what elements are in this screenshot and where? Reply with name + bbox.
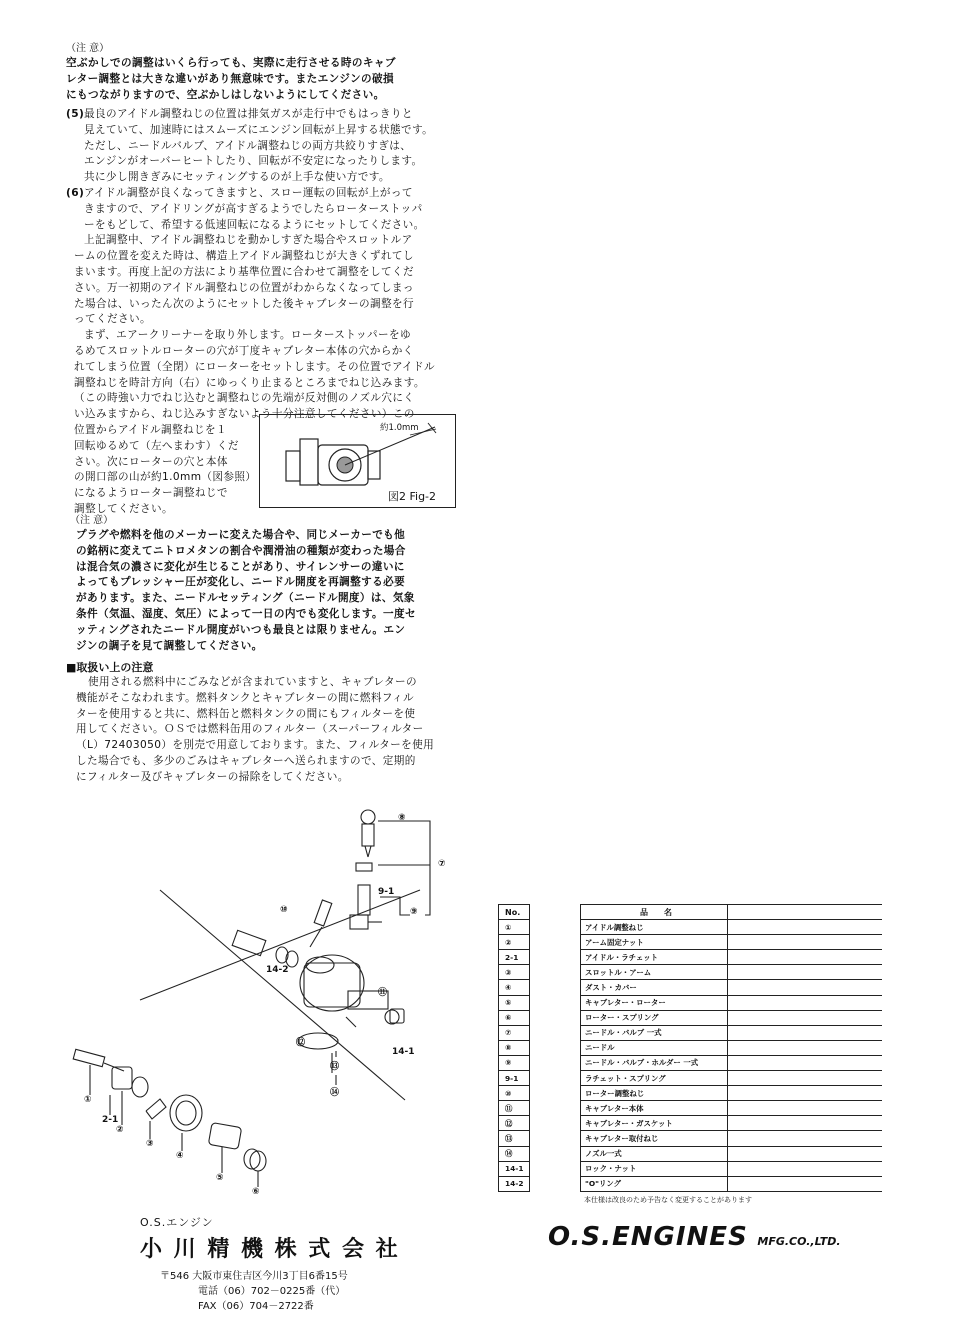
item-6-line: アイドル調整が良くなってきますと、スロー運転の回転が上がって — [84, 187, 413, 199]
item-5-line: エンジンがオーバーヒートしたり、回転が不安定になったりします。 — [84, 155, 423, 168]
parts-table-row — [499, 1131, 883, 1146]
parts-table-row — [499, 950, 883, 965]
handling-line: （L）72403050）を別売で用意しております。また、フィルターを使用 — [76, 739, 435, 752]
company-tel: 電話（06）702－0225番（代） — [198, 1286, 346, 1297]
part-number: ⑨ — [499, 1055, 530, 1070]
part-number: 14-2 — [499, 1176, 530, 1191]
handling-line: 使用される燃料中にごみなどが含まれていますと、キャブレターの — [88, 676, 417, 688]
company-brand-small: O.S.エンジン — [140, 1216, 214, 1229]
item-6-narrow-line: 調整してください。 — [74, 502, 173, 515]
diagram-label: ① — [84, 1095, 92, 1105]
caution-2-line: の銘柄に変えてニトロメタンの割合や潤滑油の種類が変わった場合 — [76, 544, 406, 557]
figure-2-caption: 図2 Fig-2 — [388, 490, 437, 503]
company-fax: FAX（06）704－2722番 — [198, 1301, 314, 1312]
parts-footnote: 本仕様は改良のため予告なく変更することがあります — [584, 1195, 752, 1204]
item-6-line: まず、エアークリーナーを取り外します。ローターストッパーをゆ — [84, 329, 411, 342]
parts-table-row — [499, 935, 883, 950]
item-6-line: 上記調整中、アイドル調整ねじを動かしすぎた場合やスロットルア — [84, 234, 413, 247]
diagram-label: ⑧ — [398, 813, 406, 823]
parts-table-header — [499, 905, 883, 920]
company-name: 小 川 精 機 株 式 会 社 — [140, 1237, 400, 1262]
part-number: 9-1 — [499, 1071, 530, 1086]
handling-line: した場合でも、多少のごみはキャブレターへ送られますので、定期的 — [76, 754, 416, 767]
parts-table-row — [499, 1176, 883, 1191]
caution-1-line: 空ぶかしでの調整はいくら行っても、実際に走行させる時のキャブ — [66, 57, 396, 69]
diagram-label: 14-2 — [266, 965, 289, 975]
caution-2-heading: （注 意） — [70, 515, 114, 526]
item-6-number: (6) — [66, 187, 85, 199]
part-name: ラチェット・スプリング — [581, 1071, 728, 1086]
item-6-line: まいます。再度上記の方法により基準位置に合わせて調整をしてくだ — [74, 265, 414, 278]
item-6-line: ってください。 — [74, 313, 151, 326]
item-6-line: た場合は、いったん次のようにセットした後キャブレターの調整を行 — [74, 297, 414, 310]
diagram-label: ⑩ — [280, 905, 288, 915]
part-name: ニードル・バルブ 一式 — [581, 1025, 728, 1040]
company-address: 〒546 大阪市東住吉区今川3丁目6番15号 — [160, 1271, 348, 1282]
item-5-line: ただし、ニードルバルブ、アイドル調整ねじの両方共絞りすぎは、 — [84, 139, 412, 152]
parts-table-row — [499, 920, 883, 935]
item-6-line: い込みますから、ねじ込みすぎないよう十分注意してください）この — [74, 408, 415, 421]
caution-2-line: ジンの調子を見て調整してください。 — [76, 639, 263, 652]
figure-2-dimension: 約1.0mm — [380, 423, 419, 433]
item-6 — [66, 186, 435, 423]
caution-2-line: があります。また、ニードルセッティング（ニードル開度）は、気象 — [76, 592, 415, 605]
part-number: ④ — [499, 980, 530, 995]
item-5-line: 見えていて、加速時にはスムーズにエンジン回転が上昇する状態です。 — [84, 123, 434, 136]
caution-2-line: 条件（気温、湿度、気圧）によって一日の内でも変化します。一度セ — [76, 607, 416, 620]
company-block — [140, 1214, 400, 1312]
part-name: キャブレター・ガスケット — [581, 1116, 728, 1131]
part-name: "O"リング — [581, 1176, 728, 1191]
part-number: ⑬ — [499, 1131, 530, 1146]
exploded-diagram-drawing — [60, 795, 460, 1200]
parts-table-row — [499, 995, 883, 1010]
part-name: ニードル — [581, 1040, 728, 1055]
caution-1-heading: （注 意） — [66, 43, 110, 54]
item-6-line: （この時強い力でねじ込むと調整ねじの先端が反対側のノズル穴にく — [74, 392, 415, 405]
diagram-label: ⑫ — [296, 1038, 306, 1048]
diagram-label: ⑥ — [252, 1187, 260, 1197]
caution-2-line: ッティングされたニードル開度がいつも最良とは限りません。エン — [76, 623, 406, 636]
parts-table-row — [499, 1055, 883, 1070]
parts-table-row — [499, 1116, 883, 1131]
diagram-label: ④ — [176, 1151, 184, 1161]
part-number: ③ — [499, 965, 530, 980]
diagram-label: ⑤ — [216, 1173, 224, 1183]
handling-section — [66, 659, 434, 786]
caution-1-line: レター調整とは大きな違いがあり無意味です。またエンジンの破損 — [66, 72, 395, 85]
item-6-line: 調整ねじを時計方向（右）にゆっくり止まるところまでねじ込みます。 — [74, 376, 425, 389]
part-number: ⑥ — [499, 1010, 530, 1025]
diagram-label: 2-1 — [102, 1115, 119, 1125]
caution-2-line: は混合気の濃さに変化が生じることがあり、サイレンサーの違いに — [76, 560, 405, 573]
item-6-narrow-line: さい。次にローターの穴と本体 — [74, 455, 228, 468]
part-name: ローター調整ねじ — [581, 1086, 728, 1101]
part-name: キャブレター取付ねじ — [581, 1131, 728, 1146]
parts-table-row — [499, 1040, 883, 1055]
part-number: ⑦ — [499, 1025, 530, 1040]
item-5-line: 共に少し開きぎみにセッティングするのが上手な使い方です。 — [84, 171, 390, 184]
parts-table-row — [499, 1010, 883, 1025]
parts-table-row — [499, 1146, 883, 1161]
diagram-label: 9-1 — [378, 887, 395, 897]
item-5-number: (5) — [66, 108, 85, 120]
item-6-line: ーをもどして、希望する低速回転になるようにセットしてください。 — [84, 218, 425, 231]
diagram-label: ⑪ — [378, 988, 388, 998]
diagram-label: ② — [116, 1125, 124, 1135]
parts-table-row — [499, 1025, 883, 1040]
part-number: ① — [499, 920, 530, 935]
exploded-diagram — [60, 795, 460, 1200]
part-number: ⑤ — [499, 995, 530, 1010]
item-6-narrow-line: 位置からアイドル調整ねじを１ — [74, 424, 227, 436]
diagram-label: ③ — [146, 1139, 154, 1149]
part-name: ダスト・カバー — [581, 980, 728, 995]
part-name: キャブレター・ローター — [581, 995, 728, 1010]
caution-1 — [66, 42, 396, 103]
part-name: ノズル一式 — [581, 1146, 728, 1161]
handling-title: ■取扱い上の注意 — [66, 661, 154, 674]
parts-table-row — [499, 965, 883, 980]
parts-table-row — [499, 1086, 883, 1101]
item-6-line: きますので、アイドリングが高すぎるようでしたらローターストッパ — [84, 202, 423, 215]
parts-table-row — [499, 1161, 883, 1176]
part-name: ロック・ナット — [581, 1161, 728, 1176]
diagram-label: ⑭ — [330, 1088, 340, 1098]
part-name: スロットル・アーム — [581, 965, 728, 980]
part-name: アーム固定ナット — [581, 935, 728, 950]
parts-table-wrapper — [498, 904, 882, 1205]
os-engines-logo — [548, 1222, 841, 1252]
part-number: ⑭ — [499, 1146, 530, 1161]
part-name: ニードル・バルブ・ホルダー 一式 — [581, 1055, 728, 1070]
part-number: ⑪ — [499, 1101, 530, 1116]
header-no: No. — [499, 905, 530, 920]
figure-2 — [259, 414, 456, 508]
item-6-narrow-line: になるようローター調整ねじで — [74, 487, 228, 500]
handling-line: ターを使用すると共に、燃料缶と燃料タンクの間にもフィルターを使 — [76, 707, 416, 720]
item-5-line: 最良のアイドル調整ねじの位置は排気ガスが走行中でもはっきりと — [84, 108, 413, 120]
handling-line: 用してください。ＯＳでは燃料缶用のフィルター（スーパーフィルター — [76, 723, 424, 736]
handling-line: にフィルター及びキャブレターの掃除をしてください。 — [76, 770, 349, 783]
logo-sub: MFG.CO.,LTD. — [757, 1235, 841, 1248]
parts-table — [498, 904, 882, 1192]
part-number: ⑩ — [499, 1086, 530, 1101]
item-6-narrow-line: の開口部の山が約1.0mm（図参照） — [74, 471, 257, 484]
part-number: 14-1 — [499, 1161, 530, 1176]
parts-table-row — [499, 980, 883, 995]
diagram-label: 14-1 — [392, 1047, 415, 1057]
caution-2 — [66, 514, 416, 654]
item-6-line: さい。万一初期のアイドル調整ねじの位置がわからなくなってしまっ — [74, 281, 414, 294]
part-name: ローター・スプリング — [581, 1010, 728, 1025]
caution-2-line: プラグや燃料を他のメーカーに変えた場合や、同じメーカーでも他 — [76, 529, 406, 541]
part-number: ② — [499, 935, 530, 950]
item-5 — [66, 107, 433, 186]
diagram-label: ⑦ — [438, 859, 446, 869]
part-name: キャブレター本体 — [581, 1101, 728, 1116]
part-number: 2-1 — [499, 950, 530, 965]
item-6-narrow-line: 回転ゆるめて（左へまわす）くだ — [74, 439, 239, 452]
part-number: ⑧ — [499, 1040, 530, 1055]
diagram-label: ⑨ — [410, 907, 418, 917]
parts-table-body — [499, 920, 883, 1192]
item-6-line: ームの位置を変えた時は、構造上アイドル調整ねじが大きくずれてし — [74, 250, 414, 263]
diagram-label: ⑬ — [330, 1062, 340, 1072]
logo-main: O.S.ENGINES — [548, 1222, 748, 1252]
item-6-narrow — [74, 423, 256, 518]
item-6-line: れてしまう位置（全閉）にローターをセットします。その位置でアイドル — [74, 360, 435, 373]
item-6-line: るめてスロットルローターの穴が丁度キャブレター本体の穴からかく — [74, 344, 414, 357]
parts-table-row — [499, 1101, 883, 1116]
header-name: 品 名 — [581, 905, 728, 920]
handling-line: 機能がそこなわれます。燃料タンクとキャブレターの間に燃料フィル — [76, 691, 415, 704]
parts-table-row — [499, 1071, 883, 1086]
part-name: アイドル調整ねじ — [581, 920, 728, 935]
caution-2-line: よってもプレッシャー圧が変化し、ニードル開度を再調整する必要 — [76, 576, 406, 589]
part-number: ⑫ — [499, 1116, 530, 1131]
caution-1-line: にもつながりますので、空ぶかしはしないようにしてください。 — [66, 88, 385, 101]
part-name: アイドル・ラチェット — [581, 950, 728, 965]
